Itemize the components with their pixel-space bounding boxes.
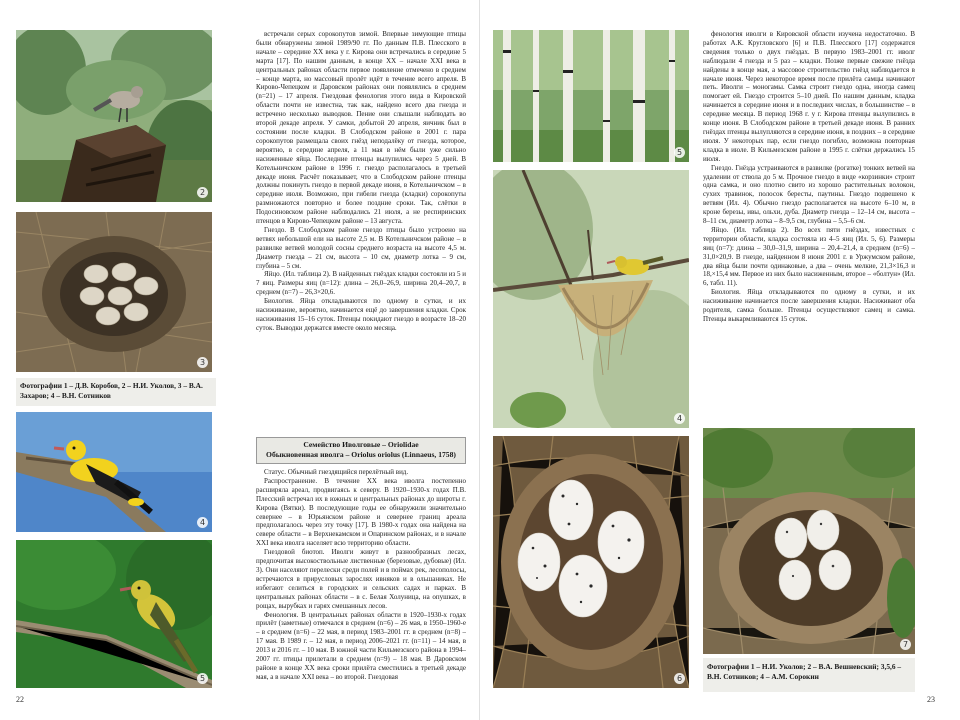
family-title: Семейство Иволговые – Oriolidae [303, 440, 419, 449]
left-photo-caption: Фотографии 1 – Д.В. Коробов, 2 – Н.И. Уколов, 3 – В.А. Захаров; 4 – В.Н. Сотников [16, 378, 216, 406]
right-photo-caption: Фотографии 1 – Н.И. Уколов; 2 – В.А. Вешневский; 3,5,6 – В.Н. Сотников; 4 – А.М. Сорокин [703, 658, 915, 692]
left-text-column-bottom [256, 468, 466, 690]
paragraph-phenology-cont: фенология иволги в Кировской области изучена недостаточно. В работах А.К. Кругловского [6] и П.В. Плесского [17] содержатся сведения только о двух гнёздах. В первую 1983–2001 гг. иволг наблюдали 4 гнезда и 5 раз – кладки. Позже первые свежие гнёзда найдены в конце мая, а массовое строительство гнёзд наблюдается в начале июня. Через некоторое время после прилёта самцы начинают петь. Иволги – моногамы. Самка строит гнездо одна, иногда самец помогает ей. Гнездо строится 5–10 дней. По нашим данным, кладка начинается в середине июня и в последних числах, в большинстве – в середине месяца. В период 1968 г. у г. Кирова птенцы вылупились в конце июня. В Слободском районе в третьей декаде июня. В ранних гнёздах птенцы вылупляются в середине июня, в поздних – в середине июля. У некоторых пар, если гнездо погибло, возможна повторная кладка в июле. В Кильмезском районе в 1995 г. слётки держались 15 июля. [703, 30, 915, 163]
paragraph-status: Статус. Обычный гнездящийся перелётный вид. [264, 468, 409, 476]
right-page [480, 0, 960, 720]
oriole-male-photo: 4 [16, 412, 212, 532]
page-number-right: 23 [927, 695, 935, 704]
paragraph-phenology: Фенология. В центральных районах области в 1920–1930-х годах прилёт (заметные) отмечался в среднем (n=6) – 26 мая, в 1950–1960-е – в среднем (n=6) – 22 мая, в период 1983–2001 гг. в среднем (n=8) – 17 мая. В 1989 г. – 12 мая, в период 2006–2021 гг. (n=11) – 14 мая, в 2013 и 2016 гг. – 10 мая. В южной части Кильмезского района в 1994–2007 гг. птицы прилетали в среднем (n=9) – 18 мая. В Даровском районе в конце XX века сроки прилёта сместились в третьей декаде мая, а в начале XXI века – во второй. Гнездовая [256, 610, 466, 681]
paragraph-biology: Биология. Яйца откладываются по одному в сутки, и их насиживание, вероятно, начинается ещё до завершения кладки. Срок насиживания 15–16 суток. Птенцы покидают гнездо в возрасте 18–20 суток. Выводки держатся вместе около месяца. [256, 297, 466, 332]
paragraph-eggs: Яйцо. (Ил. таблица 2). Во всех пяти гнёздах, известных с территории области, кладка состояла из 4–5 яиц (Ил. 5, 6). Размеры яиц (n=7): длина – 30,0–31,9, ширина – 20,4–21,4, в среднем (n=6) – 31,0×20,9. В гнезде, найденном 8 июня 2001 г. в Уржумском районе, два яйца были почти одинаковые, а два – очень мелкие, 21,3×16,3 и 18,×15,4 мм. Первое из них было насиженным, второе – «болтун» (Ил. 6, табл. 11). [703, 225, 915, 288]
paragraph-eggs: Яйцо. (Ил. таблица 2). В найденных гнёздах кладки состояли из 5 и 7 яиц. Размеры яиц (n=12): длина – 26,0–26,9, ширина 20,4–20,7, в среднем (n=7) – 26,3×20,6. [256, 270, 466, 297]
oriole-on-nest-photo: 4 [493, 170, 689, 428]
paragraph-distribution: Распространение. В течение XX века иволга постепенно расширяла ареал, продвигаясь к северу. В 1920–1930-х годах П.В. Плесский встречал их в южных и центральных районах до широты г. Кирова (Вятки). В последующие годы ее обнаружили значительно севернее – в Юрьянском районе и севернее границ ареала предполагалось через эту точку [17]. В 1980-х годах она найдена на севере области – в Верхнекамском и Опаринском районах, и в начале XXI века иволга населяет всю территорию области. [256, 476, 466, 548]
page-number-left: 22 [16, 695, 24, 704]
paragraph-nest: Гнездо. В Слободском районе гнездо птицы было устроено на ветвях небольшой ели на высоте 2,5 м. В Котельничском районе – в развилке ветвей молодой сосны среднего возраста на высоте 4,5 м. Диаметр гнезда – 21 см, высота – 10 см, диаметр лотка – 9 см, глубина – 5 см. [256, 225, 466, 270]
oriole-nest-bottom-right-photo: 7 [703, 428, 915, 654]
paragraph-biotope: Гнездовой биотоп. Иволги живут в разнообразных лесах, предпочитая высокоствольные лиственные (березовые, дубовые) (Ил. 3). Они населяют перелески среди полей и в поймах рек, лесополосы, встречаются в прирусловых зарослях ивняков и в ольшаниках. Не избегают селиться в городских и сельских садах и парках. В центральных районах области – в с. Белая Холуница, на опушках, в рощах, вырубках и гарях смешанных лесов. [256, 548, 466, 610]
paragraph-nest: Гнездо. Гнёзда устраиваются в развилке (рогатке) тонких ветвей на удалении от ствола до 5 м. Прочное гнездо в виде «корзинки» строит одна самка, и оно плотно свито из хорошо растительных волокон, сухих травинок, полосок бересты, паутины. Гнездо подвешено к ветвям (Ил. 4). Обычно гнездо располагается на высоте 6–10 м, в кроне березы, ивы, ольхи, дуба. Диаметр гнезда – 12–14 см, высота – 8–11 см, диаметр лотка – 8–9,5 см, глубина – 5,5–6 см. [703, 163, 915, 226]
shrike-on-stump-photo: 2 [16, 30, 212, 202]
paragraph-intro: встречали серых сорокопутов зимой. Впервые зимующие птицы были обнаружены зимой 1989/90 гг. По данным П.В. Плесского в начале – середине XX века у г. Кирова они встречались в середине 5 марта [17]. По нашим данным, в конце XX – начале XXI века в центральных районах области первое появление отмечено в среднем – конце марта, но массовый пролёт идёт в течение всего апреля. В Кирово-Чепецком и Даровском районах они появлялись в среднем (n=21) – 17 апреля. Гнездовая фенология этого вида в Кировской области почти не известна, так как, найдено всего два гнезда и встречено несколько выводков. Пение они слышали наблюдать во второй декаде апреля. У самки, добытой 20 апреля, яичник был в состоянии после кладки. В Слободском районе в 2001 г. пара сорокопутов размещала своих гнёзд неподалёку от гнезда, которое, вероятно, в середине апреля, а 11 мая в нём были уже сильно насиженные яйца. Последние птенцы вылупились через 5 дней. В Котельничском районе в 1996 г. гнездо располагалось в третьей декаде июня. Расчёт показывает, что в Слободском районе птенцы должны покинуть гнездо в первой декаде июня, в Котельничском – в середине июля. Возможно, при гибели гнезда (кладки) сорокопуты размножаются повторно и более поздние сроки. Так, слётки в Подосиновском районе наблюдались 21 июля, а не респиринских птенцов в Кирово-Чепецком районе – 13 августа. [256, 30, 466, 226]
oriole-female-photo: 5 [16, 540, 212, 688]
birch-forest-photo: 5 [493, 30, 689, 162]
species-header-box [256, 437, 466, 464]
oriole-eggs-in-nest-photo: 6 [493, 436, 689, 688]
species-title: Обыкновенная иволга – Oriolus oriolus (Linnaeus, 1758) [266, 450, 456, 459]
left-text-column-top [256, 30, 466, 432]
shrike-nest-with-eggs-photo: 3 [16, 212, 212, 372]
paragraph-biology: Биология. Яйца откладываются по одному в сутки, и их насиживание начинается после завершения кладки. Насиживают оба родителя, самка больше. Птенцы осуществляют самец и самка. Птенцы выкармливаются 15 суток. [703, 288, 915, 323]
right-text-column [703, 30, 915, 422]
